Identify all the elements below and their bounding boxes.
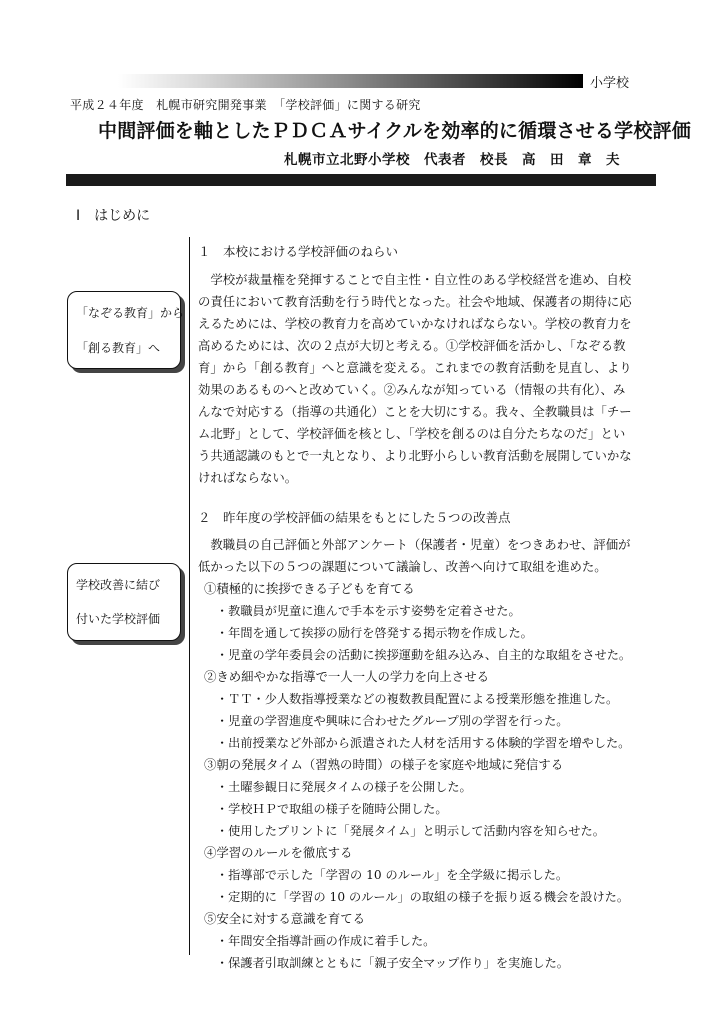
improvement-item-title: ②きめ細やかな指導で一人一人の学力を向上させる: [204, 669, 489, 684]
side-note-line: 付いた学校評価: [76, 612, 161, 626]
paragraph-line: えるためには、学校の教育力を高めていかなければならない。学校の教育力を: [198, 316, 632, 331]
paragraph-line: んなで対応する（指導の共通化）ことを大切にする。我々、全教職員は「チー: [198, 404, 632, 419]
bullet-item: ・児童の学習進度や興味に合わせたグループ別の学習を行った。: [216, 714, 569, 728]
side-note-line: 「なぞる教育」から: [76, 306, 185, 320]
paragraph-line: の責任において教育活動を行う時代となった。社会や地域、保護者の期待に応: [198, 294, 632, 309]
author-line: 札幌市立北野小学校 代表者 校長 高 田 章 夫: [284, 152, 620, 168]
body-paragraph: [198, 269, 654, 489]
side-note-line: 「創る教育」へ: [76, 341, 161, 355]
section-improvements: [198, 508, 654, 974]
header-gradient-bar: [118, 74, 583, 88]
bullet-item: ・児童の学年委員会の活動に挨拶運動を組み込み、自主的な取組をさせた。: [216, 648, 632, 662]
bullet-item: ・学校ＨＰで取組の様子を随時公開した。: [216, 802, 448, 816]
paragraph-line: 効果のあるものへと改めていく。②みんなが知っている（情報の共有化）、み: [198, 382, 626, 397]
paragraph-line: う共通認識のもとで一丸となり、より北野小らしい教育活動を展開していかな: [198, 448, 632, 463]
paragraph-line: 教職員の自己評価と外部アンケート（保護者・児童）をつきあわせ、評価が: [198, 537, 631, 552]
paragraph-line: 育」から「創る教育」へと意識を変える。これまでの教育活動を見直し、より: [198, 360, 632, 375]
paragraph-line: ければならない。: [198, 470, 298, 485]
bullet-item: ・使用したプリントに「発展タイム」と明示して活動内容を知らせた。: [216, 824, 605, 838]
paragraph-line: ム北野」として、学校評価を核とし、「学校を創るのは自分たちなのだ」とい: [198, 426, 626, 441]
title-divider: [66, 174, 656, 186]
bullet-item: ・出前授業など外部から派遣された人材を活用する体験的学習を増やした。: [216, 736, 631, 750]
margin-divider: [189, 237, 190, 955]
side-note-box: [67, 563, 181, 641]
bullet-item: ・年間を通して挨拶の励行を啓発する掲示物を作成した。: [216, 626, 533, 640]
side-note-line: 学校改善に結び: [76, 578, 161, 592]
bullet-item: ・教職員が児童に進んで手本を示す姿勢を定着させた。: [216, 604, 521, 618]
bullet-item: ・ＴＴ・少人数指導授業などの複数教員配置による授業形態を推進した。: [216, 692, 619, 706]
subsection-heading: １ 本校における学校評価のねらい: [198, 244, 399, 259]
side-note-box: [67, 291, 185, 369]
improvement-item-title: ③朝の発展タイム（習熟の時間）の様子を家庭や地域に発信する: [204, 757, 564, 772]
improvement-item-title: ①積極的に挨拶できる子どもを育てる: [204, 581, 415, 596]
bullet-item: ・土曜参観日に発展タイムの様子を公開した。: [216, 780, 472, 794]
school-type-label: 小学校: [590, 76, 630, 91]
section-aims: [198, 242, 654, 489]
project-line: 平成２４年度 札幌市研究開発事業 「学校評価」に関する研究: [70, 98, 421, 112]
bullet-item: ・年間安全指導計画の作成に着手した。: [216, 934, 436, 948]
subsection-heading: ２ 昨年度の学校評価の結果をもとにした５つの改善点: [198, 510, 511, 525]
paragraph-line: 高めるためには、次の２点が大切と考える。①学校評価を活かし、「なぞる教: [198, 338, 626, 353]
improvement-item-title: ④学習のルールを徹底する: [204, 845, 353, 860]
bullet-item: ・指導部で示した「学習の 10 のルール」を全学級に掲示した。: [216, 868, 569, 882]
improvement-item-title: ⑤安全に対する意識を育てる: [204, 911, 366, 926]
bullet-item: ・保護者引取訓練とともに「親子安全マップ作り」を実施した。: [216, 956, 569, 970]
paragraph-line: 学校が裁量権を発揮することで自主性・自立性のある学校経営を進め、自校: [198, 272, 632, 287]
body-paragraph: [198, 534, 654, 578]
paragraph-line: 低かった以下の５つの課題について議論し、改善へ向けて取組を進めた。: [198, 559, 607, 574]
section-heading: Ⅰ はじめに: [76, 208, 151, 224]
page-title: 中間評価を軸としたＰＤＣＡサイクルを効率的に循環させる学校評価: [98, 120, 691, 142]
bullet-item: ・定期的に「学習の 10 のルール」の取組の様子を振り返る機会を設けた。: [216, 890, 630, 904]
